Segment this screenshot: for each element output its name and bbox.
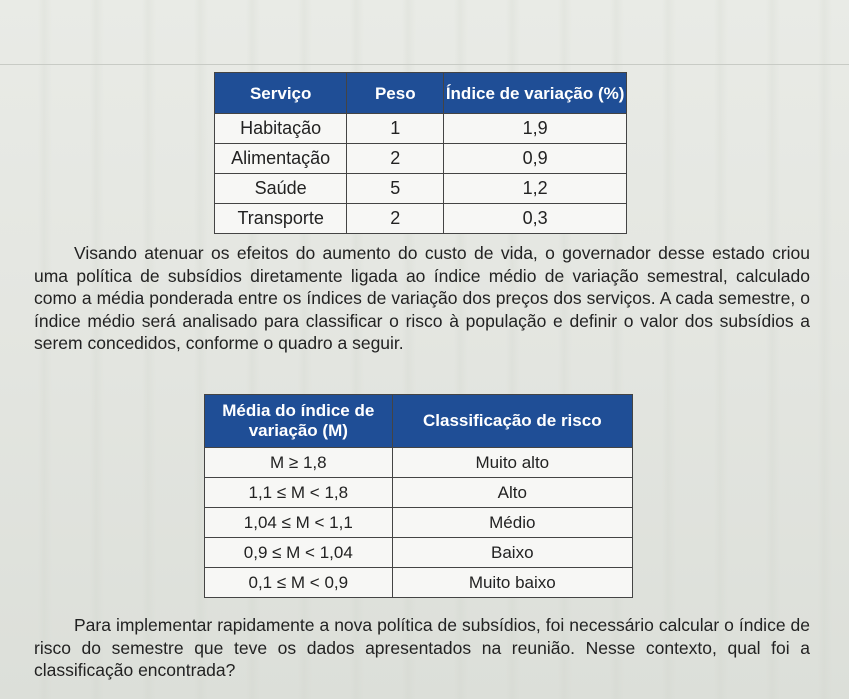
paragraph-question (34, 614, 810, 682)
weight-cell: 2 (347, 204, 444, 234)
range-cell: 0,9 ≤ M < 1,04 (205, 538, 393, 568)
header-average-index: Média do índice de variação (M) (205, 395, 393, 448)
range-cell: M ≥ 1,8 (205, 448, 393, 478)
index-cell: 1,9 (444, 114, 627, 144)
index-cell: 1,2 (444, 174, 627, 204)
index-cell: 0,3 (444, 204, 627, 234)
service-cell: Habitação (215, 114, 347, 144)
weight-cell: 2 (347, 144, 444, 174)
header-risk-class: Classificação de risco (392, 395, 632, 448)
risk-classification-table (204, 394, 633, 598)
weight-cell: 5 (347, 174, 444, 204)
table-row (215, 114, 627, 144)
service-cell: Saúde (215, 174, 347, 204)
range-cell: 0,1 ≤ M < 0,9 (205, 568, 393, 598)
class-cell: Médio (392, 508, 632, 538)
paragraph-text: Visando atenuar os efeitos do aumento do custo de vida, o governador desse estado criou uma política de subsídios diretamente ligada ao índice médio de variação semestral, calculado como a média ponderada entre os índices de variação dos preços dos serviços. A cada semestre, o índice médio será analisado para classificar o risco à população e definir o valor dos subsídios a serem concedidos, conforme o quadro a seguir. (34, 243, 810, 353)
paragraph-text: Para implementar rapidamente a nova política de subsídios, foi necessário calcular o índice de risco do semestre que teve os dados apresentados na reunião. Nesse contexto, qual foi a classificação encontrada? (34, 615, 810, 680)
table-row (205, 538, 633, 568)
class-cell: Muito alto (392, 448, 632, 478)
table-row (205, 568, 633, 598)
service-cell: Alimentação (215, 144, 347, 174)
index-cell: 0,9 (444, 144, 627, 174)
header-weight: Peso (347, 73, 444, 114)
table-row (205, 508, 633, 538)
service-cell: Transporte (215, 204, 347, 234)
table-row (205, 448, 633, 478)
class-cell: Baixo (392, 538, 632, 568)
range-cell: 1,04 ≤ M < 1,1 (205, 508, 393, 538)
class-cell: Alto (392, 478, 632, 508)
table-row (205, 478, 633, 508)
table-row (215, 144, 627, 174)
service-weights-table (214, 72, 627, 234)
weight-cell: 1 (347, 114, 444, 144)
range-cell: 1,1 ≤ M < 1,8 (205, 478, 393, 508)
paragraph-context (34, 242, 810, 355)
table-row (215, 204, 627, 234)
header-index: Índice de variação (%) (444, 73, 627, 114)
table-header-row (215, 73, 627, 114)
header-service: Serviço (215, 73, 347, 114)
class-cell: Muito baixo (392, 568, 632, 598)
table-header-row (205, 395, 633, 448)
page-edge-line (0, 64, 849, 65)
table-row (215, 174, 627, 204)
